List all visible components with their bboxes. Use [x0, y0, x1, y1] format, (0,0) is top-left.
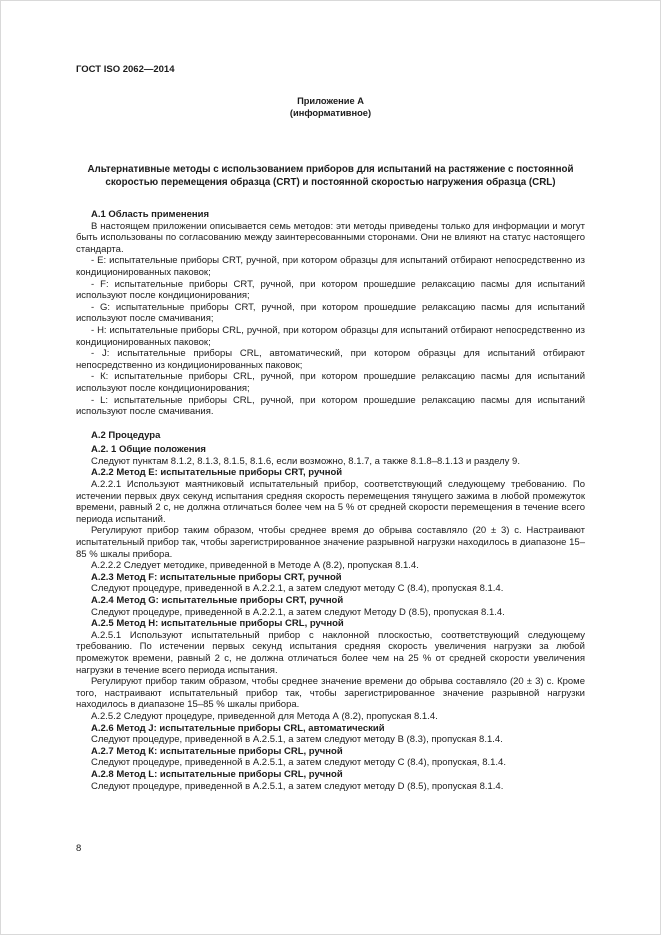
section-a26-heading: А.2.6 Метод J: испытательные приборы CRL, автоматический — [91, 722, 385, 734]
section-a1-heading: А.1 Область применения — [91, 209, 210, 220]
paragraph-a23: Следуют процедуре, приведенной в А.2.2.1, а затем следуют методу С (8.4), пропуская 8.1.4. — [91, 583, 504, 595]
annex-kind: (информативное) — [289, 107, 372, 118]
method-list-item-h: - Н: испытательные приборы CRL, ручной, при котором образцы для испытаний отбирают непосредственно из кондиционированных паковок; — [76, 324, 585, 348]
method-list-item-e: - Е: испытательные приборы CRT, ручной, при котором образцы для испытаний отбирают непосредственно из кондиционированных паковок; — [76, 255, 585, 278]
method-list-item-l: - L: испытательные приборы CRL, ручной, при котором прошедшие релаксацию пасмы для испытаний используют после смачивания. — [76, 394, 585, 418]
page-number: 8 — [76, 843, 82, 854]
paragraph-a24: Следуют процедуре, приведенной в А.2.2.1, а затем следуют Методу D (8.5), пропуская 8.1.4. — [91, 606, 505, 618]
section-a2-heading: А.2 Процедура — [91, 429, 161, 441]
paragraph-a251: А.2.5.1 Используют испытательный прибор с наклонной плоскостью, соответствующий следующему требованию. По истечении первых секунд испытания средняя скорость увеличения нагрузки за любой промежуток времени, равный 2 с, не должна отличаться более чем на 25 % от средней скорости увеличения нагрузки в течение всего периода испытания. — [76, 629, 585, 676]
section-a22-heading: А.2.2 Метод Е: испытательные приборы CRT, ручной — [91, 467, 343, 479]
paragraph-a221-continued: Регулируют прибор таким образом, чтобы среднее время до обрыва составляло (20 ± 3) с. Настраивают испытательный прибор так, чтобы зарегистрированное значение разрывной нагрузки находилось в диапазоне 15–85 % шкалы прибора. — [76, 525, 585, 560]
paragraph-a222: А.2.2.2 Следует методике, приведенной в Методе А (8.2), пропуская 8.1.4. — [91, 560, 419, 572]
section-a21-heading: А.2. 1 Общие положения — [91, 444, 206, 456]
paragraph-a221: А.2.2.1 Используют маятниковый испытательный прибор, соответствующий следующему требованию. По истечении первых двух секунд испытания средняя скорость перемещения тянущего зажима в любой промежуток времени, равный 2 с, не должна отличаться более чем на 5 % от средней скорости перемещения в течение всего периода испытаний. — [76, 479, 585, 525]
annex-name: Приложение А — [297, 96, 364, 106]
paragraph-a28: Следуют процедуре, приведенной в А.2.5.1, а затем следуют методу D (8.5), пропуская 8.1.4. — [91, 780, 504, 792]
method-list-item-f: - F: испытательные приборы CRT, ручной, при котором прошедшие релаксацию пасмы для испытаний используют после кондиционирования; — [76, 278, 585, 302]
section-a24-heading: А.2.4 Метод G: испытательные приборы CRT, ручной — [91, 595, 344, 606]
section-a23-heading: А.2.3 Метод F: испытательные приборы CRT, ручной — [91, 571, 342, 583]
section-a25-heading: А.2.5 Метод Н: испытательные приборы CRL, ручной — [91, 618, 344, 630]
paragraph-a251-continued: Регулируют прибор таким образом, чтобы среднее значение времени до обрыва составляло (20 ± 3) с. Кроме того, настраивают испытательный прибор так, чтобы зарегистрированное значение разрывной нагрузки находилось в диапазоне 15–85 % шкалы прибора. — [76, 676, 585, 711]
method-list-item-j: - J: испытательные приборы CRL, автоматический, при котором образцы для испытаний отбирают непосредственно из кондиционированных паковок; — [76, 348, 585, 371]
method-list-item-k: - К: испытательные приборы CRL, ручной, при котором прошедшие релаксацию пасмы для испытаний используют после кондиционирования; — [76, 371, 585, 394]
paragraph-a252: А.2.5.2 Следуют процедуре, приведенной для Метода А (8.2), пропуская 8.1.4. — [91, 710, 438, 722]
paragraph-a21: Следуют пунктам 8.1.2, 8.1.3, 8.1.5, 8.1.6, если возможно, 8.1.7, а также 8.1.8–8.1.13 и разделу 9. — [91, 455, 520, 467]
annex-title: Альтернативные методы с использованием приборов для испытаний на растяжение с постоянной скоростью перемещения образца (CRT) и постоянной скоростью нагружения образца (CRL) — [87, 164, 574, 188]
paragraph-a1-intro: В настоящем приложении описывается семь методов: эти методы приведены только для информации и могут быть использованы по согласованию между заинтересованными сторонами. Они не влияют на статус настоящего стандарта. — [76, 220, 585, 255]
section-a28-heading: А.2.8 Метод L: испытательные приборы CRL, ручной — [91, 768, 343, 780]
paragraph-a27: Следуют процедуре, приведенной в А.2.5.1, а затем следуют методу С (8.4), пропуская, 8.1.4. — [91, 757, 506, 769]
document-standard-number: ГОСТ ISO 2062—2014 — [76, 64, 175, 75]
method-list-item-g: - G: испытательные приборы CRT, ручной, при котором прошедшие релаксацию пасмы для испытаний используют после смачивания; — [76, 301, 585, 325]
paragraph-a26: Следуют процедуре, приведенной в А.2.5.1, а затем следуют методу В (8.3), пропуская 8.1.4. — [91, 734, 503, 746]
section-a27-heading: А.2.7 Метод К: испытательные приборы CRL, ручной — [91, 745, 343, 757]
